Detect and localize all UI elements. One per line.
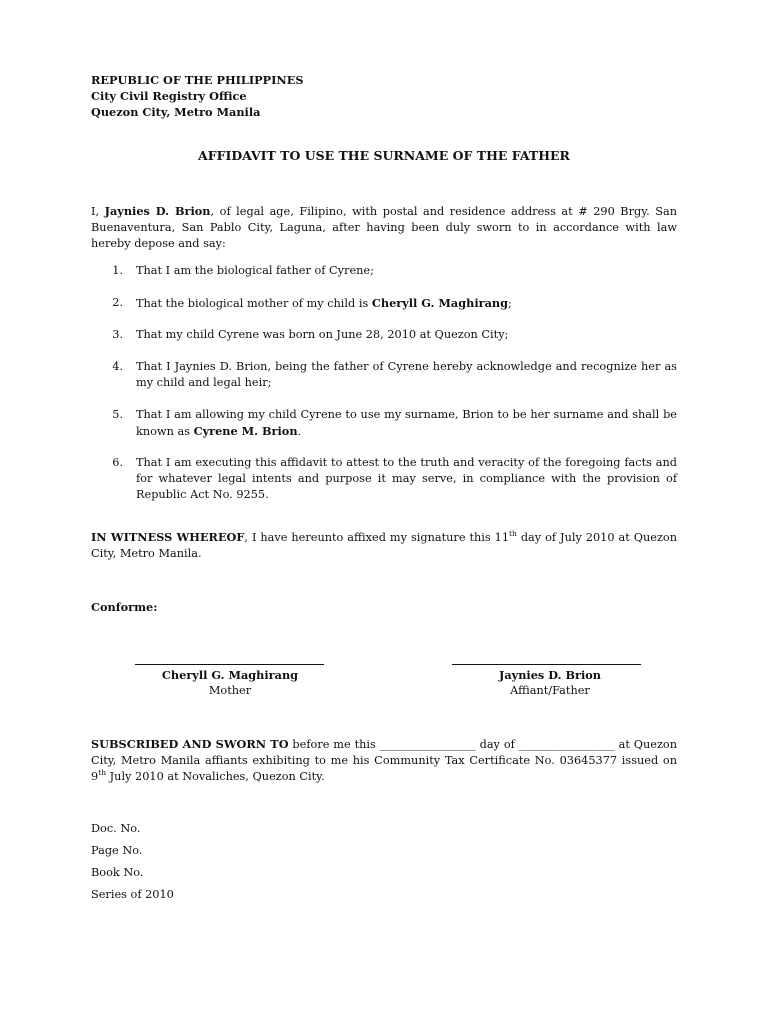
mother-signatory-name: Cheryll G. Maghirang [161,668,299,682]
series-year: Series of 2010 [91,888,174,901]
affiant-name: Jaynies D. Brion [104,204,211,218]
item-4-text: That I Jaynies D. Brion, being the father of Cyrene hereby acknowledge and recognize her as my child and legal heir; [136,360,677,389]
father-signature-line [452,664,641,665]
item-3-text: That my child Cyrene was born on June 28, 2010 at Quezon City; [136,328,509,341]
item-6-number: 6. [112,456,123,469]
witness-paragraph [91,529,677,562]
sworn-text-b: July 2010 at Novaliches, Quezon City. [106,770,325,783]
item-5-pre: That I am allowing my child Cyrene to use my surname, Brion to be her surname and shall be known as [136,408,677,438]
sworn-sup: th [98,768,107,778]
item-5-number: 5. [112,408,123,421]
mother-name: Cheryll G. Maghirang [371,296,509,310]
sworn-heading: SUBSCRIBED AND SWORN TO [91,737,289,751]
document-title: AFFIDAVIT TO USE THE SURNAME OF THE FATHER [198,148,570,163]
witness-text-b: day of July 2010 at Quezon City, Metro Manila. [91,531,677,560]
item-3-number: 3. [112,328,123,341]
conforme-label: Conforme: [91,600,158,614]
item-5-post: . [297,425,302,438]
item-5-text [136,407,677,440]
item-1-text: That I am the biological father of Cyrene; [136,264,374,277]
item-2-number: 2. [112,296,123,309]
child-new-name: Cyrene M. Brion [193,424,298,438]
header-registry-office: City Civil Registry Office [91,89,247,103]
item-2-post: ; [508,297,512,310]
intro-paragraph [91,203,677,252]
book-no: Book No. [91,866,144,879]
sworn-text-a: before me this _________________ day of _________________ at Quezon City, Metro Manila affiants exhibiting to me his Community Tax Certificate No. 03645377 issued on 9 [91,738,677,783]
item-2-text [136,295,677,312]
intro-text: , of legal age, Filipino, with postal and residence address at # 290 Brgy. San Buenaventura, San Pablo City, Laguna, after having been duly sworn to in accordance with law hereby depose and say: [91,205,677,250]
item-4-number: 4. [112,360,123,373]
page-no: Page No. [91,844,143,857]
header-location: Quezon City, Metro Manila [91,105,261,119]
intro-prefix: I, [91,205,100,218]
witness-text-a: , I have hereunto affixed my signature this 11 [244,531,510,544]
witness-heading: IN WITNESS WHEREOF [91,530,245,544]
mother-signatory-role: Mother [208,684,252,697]
father-signatory-name: Jaynies D. Brion [498,668,601,682]
doc-no: Doc. No. [91,822,141,835]
sworn-paragraph [91,736,677,785]
father-signatory-role: Affiant/Father [510,684,590,697]
item-1-number: 1. [112,264,123,277]
item-6-text: That I am executing this affidavit to attest to the truth and veracity of the foregoing facts and for whatever legal intents and purpose it may serve, in compliance with the provision of Republic Act No. 9255. [136,456,677,501]
header-republic: REPUBLIC OF THE PHILIPPINES [91,73,304,87]
witness-sup: th [509,529,517,539]
item-2-pre: That the biological mother of my child is [136,297,372,310]
header-block [91,72,304,120]
mother-signature-line [135,664,324,665]
